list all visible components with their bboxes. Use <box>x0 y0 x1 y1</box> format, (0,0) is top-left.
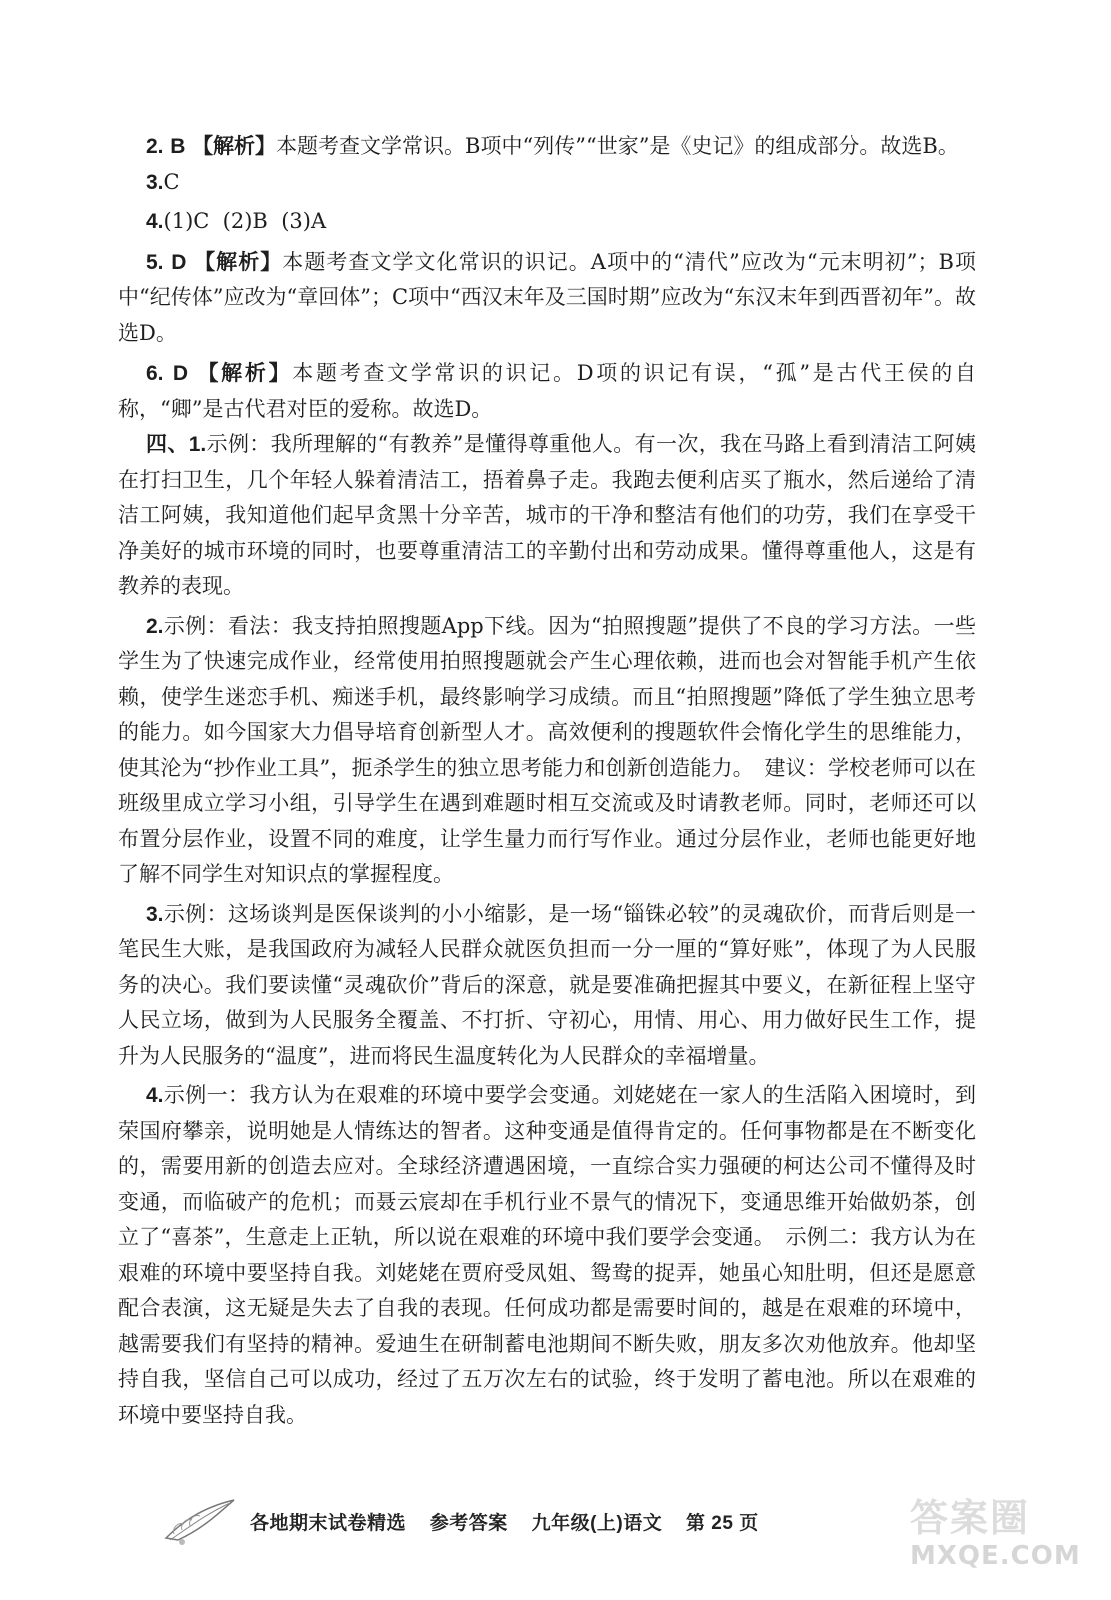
footer-grade: 九年级(上)语文 <box>531 1513 663 1534</box>
item-answer: C <box>163 169 180 194</box>
watermark-url: MXQE.COM <box>910 1541 1081 1571</box>
feather-leaf-icon <box>160 1494 240 1548</box>
section4-item-1 <box>118 427 976 605</box>
answer-content <box>118 128 976 1433</box>
item-answer: (1)C (2)B (3)A <box>163 209 327 233</box>
item-number: 2. <box>146 135 164 158</box>
analysis-text: 本题考查文学常识。B项中“列传”“世家”是《史记》的组成部分。故选B。 <box>276 134 959 158</box>
section4-item-4 <box>118 1078 976 1433</box>
item-number: 5. <box>146 250 164 274</box>
analysis-tag: 【解析】 <box>197 360 293 385</box>
footer-page-number: 第 25 页 <box>686 1513 759 1534</box>
item-text: 示例：我所理解的“有教养”是懂得尊重他人。有一次，我在马路上看到清洁工阿姨在打扫卫生，几个年轻人躲着清洁工，捂着鼻子走。我跑去便利店买了瓶水，然后递给了清洁工阿姨，我知道他们起早贪黑十分辛苦，城市的干净和整洁有他们的功劳，我们在享受干净美好的城市环境的同时，也要尊重清洁工的辛勤付出和劳动成果。懂得尊重他人，这是有教养的表现。 <box>118 432 976 598</box>
item-number: 四、1. <box>146 433 207 456</box>
item-number: 3. <box>146 902 164 926</box>
watermark-logo-text: 答案圈 <box>910 1496 1031 1540</box>
answer-item-6 <box>118 355 976 427</box>
item-number: 3. <box>146 170 164 194</box>
item-answer: D <box>171 250 187 274</box>
answer-item-3 <box>118 165 976 201</box>
site-watermark <box>910 1495 1100 1595</box>
analysis-text: 本题考查文学常识的识记。D项的识记有误，“孤”是古代王侯的自称，“卿”是古代君对臣的爱称。故选D。 <box>118 361 977 421</box>
item-answer: B <box>170 135 186 158</box>
item-answer: D <box>172 362 189 385</box>
analysis-tag: 【解析】 <box>192 133 277 158</box>
item-number: 4. <box>146 1084 164 1107</box>
analysis-tag: 【解析】 <box>194 248 283 274</box>
page-footer <box>160 1500 860 1540</box>
analysis-text: 本题考查文学文化常识的识记。A项中的“清代”应改为“元末明初”；B项中“纪传体”应改为“章回体”；C项中“西汉末年及三国时期”应改为“东汉末年到西晋初年”。故选D。 <box>118 249 976 345</box>
answer-item-4 <box>118 204 976 240</box>
footer-section: 参考答案 <box>429 1513 508 1534</box>
section4-item-2 <box>118 609 976 893</box>
answer-item-5 <box>118 244 976 352</box>
item-text: 示例：这场谈判是医保谈判的小小缩影，是一场“锱铢必较”的灵魂砍价，而背后则是一笔民生大账，是我国政府为减轻人民群众就医负担而一分一厘的“算好账”，体现了为人民服务的决心。我们要读懂“灵魂砍价”背后的深意，就是要准确把握其中要义，在新征程上坚守人民立场，做到为人民服务全覆盖、不打折、守初心，用情、用心、用力做好民生工作，提升为人民服务的“温度”，进而将民生温度转化为人民群众的幸福增量。 <box>118 901 976 1068</box>
item-number: 4. <box>146 210 164 233</box>
item-text: 示例：看法：我支持拍照搜题App下线。因为“拍照搜题”提供了不良的学习方法。一些学生为了快速完成作业，经常使用拍照搜题就会产生心理依赖，进而也会对智能手机产生依赖，使学生迷恋手机、痴迷手机，最终影响学习成绩。而且“拍照搜题”降低了学生独立思考的能力。如今国家大力倡导培育创新型人才。高效便利的搜题软件会惰化学生的思维能力，使其沦为“抄作业工具”，扼杀学生的独立思考能力和创新创造能力。 建议：学校老师可以在班级里成立学习小组，引导学生在遇到难题时相互交流或及时请教老师。同时，老师还可以布置分层作业，设置不同的难度，让学生量力而行写作业。通过分层作业，老师也能更好地了解不同学生对知识点的掌握程度。 <box>118 613 976 886</box>
footer-book-title: 各地期末试卷精选 <box>250 1513 407 1534</box>
section4-item-3 <box>118 897 976 1075</box>
footer-text <box>250 1508 777 1535</box>
item-number: 2. <box>146 614 164 638</box>
item-text: 示例一：我方认为在艰难的环境中要学会变通。刘姥姥在一家人的生活陷入困境时，到荣国府攀亲，说明她是人情练达的智者。这种变通是值得肯定的。任何事物都是在不断变化的，需要用新的创造去应对。全球经济遭遇困境，一直综合实力强硬的柯达公司不懂得及时变通，而临破产的危机；而聂云宸却在手机行业不景气的情况下，变通思维开始做奶茶，创立了“喜茶”，生意走上正轨，所以说在艰难的环境中我们要学会变通。 示例二：我方认为在艰难的环境中要坚持自我。刘姥姥在贾府受凤姐、鸳鸯的捉弄，她虽心知肚明，但还是愿意配合表演，这无疑是失去了自我的表现。任何成功都是需要时间的，越是在艰难的环境中，越需要我们有坚持的精神。爱迪生在研制蓄电池期间不断失败，朋友多次劝他放弃。他却坚持自我，坚信自己可以成功，经过了五万次左右的试验，终于发明了蓄电池。所以在艰难的环境中要坚持自我。 <box>118 1083 976 1427</box>
item-number: 6. <box>146 362 164 385</box>
answer-item-2 <box>118 128 976 165</box>
